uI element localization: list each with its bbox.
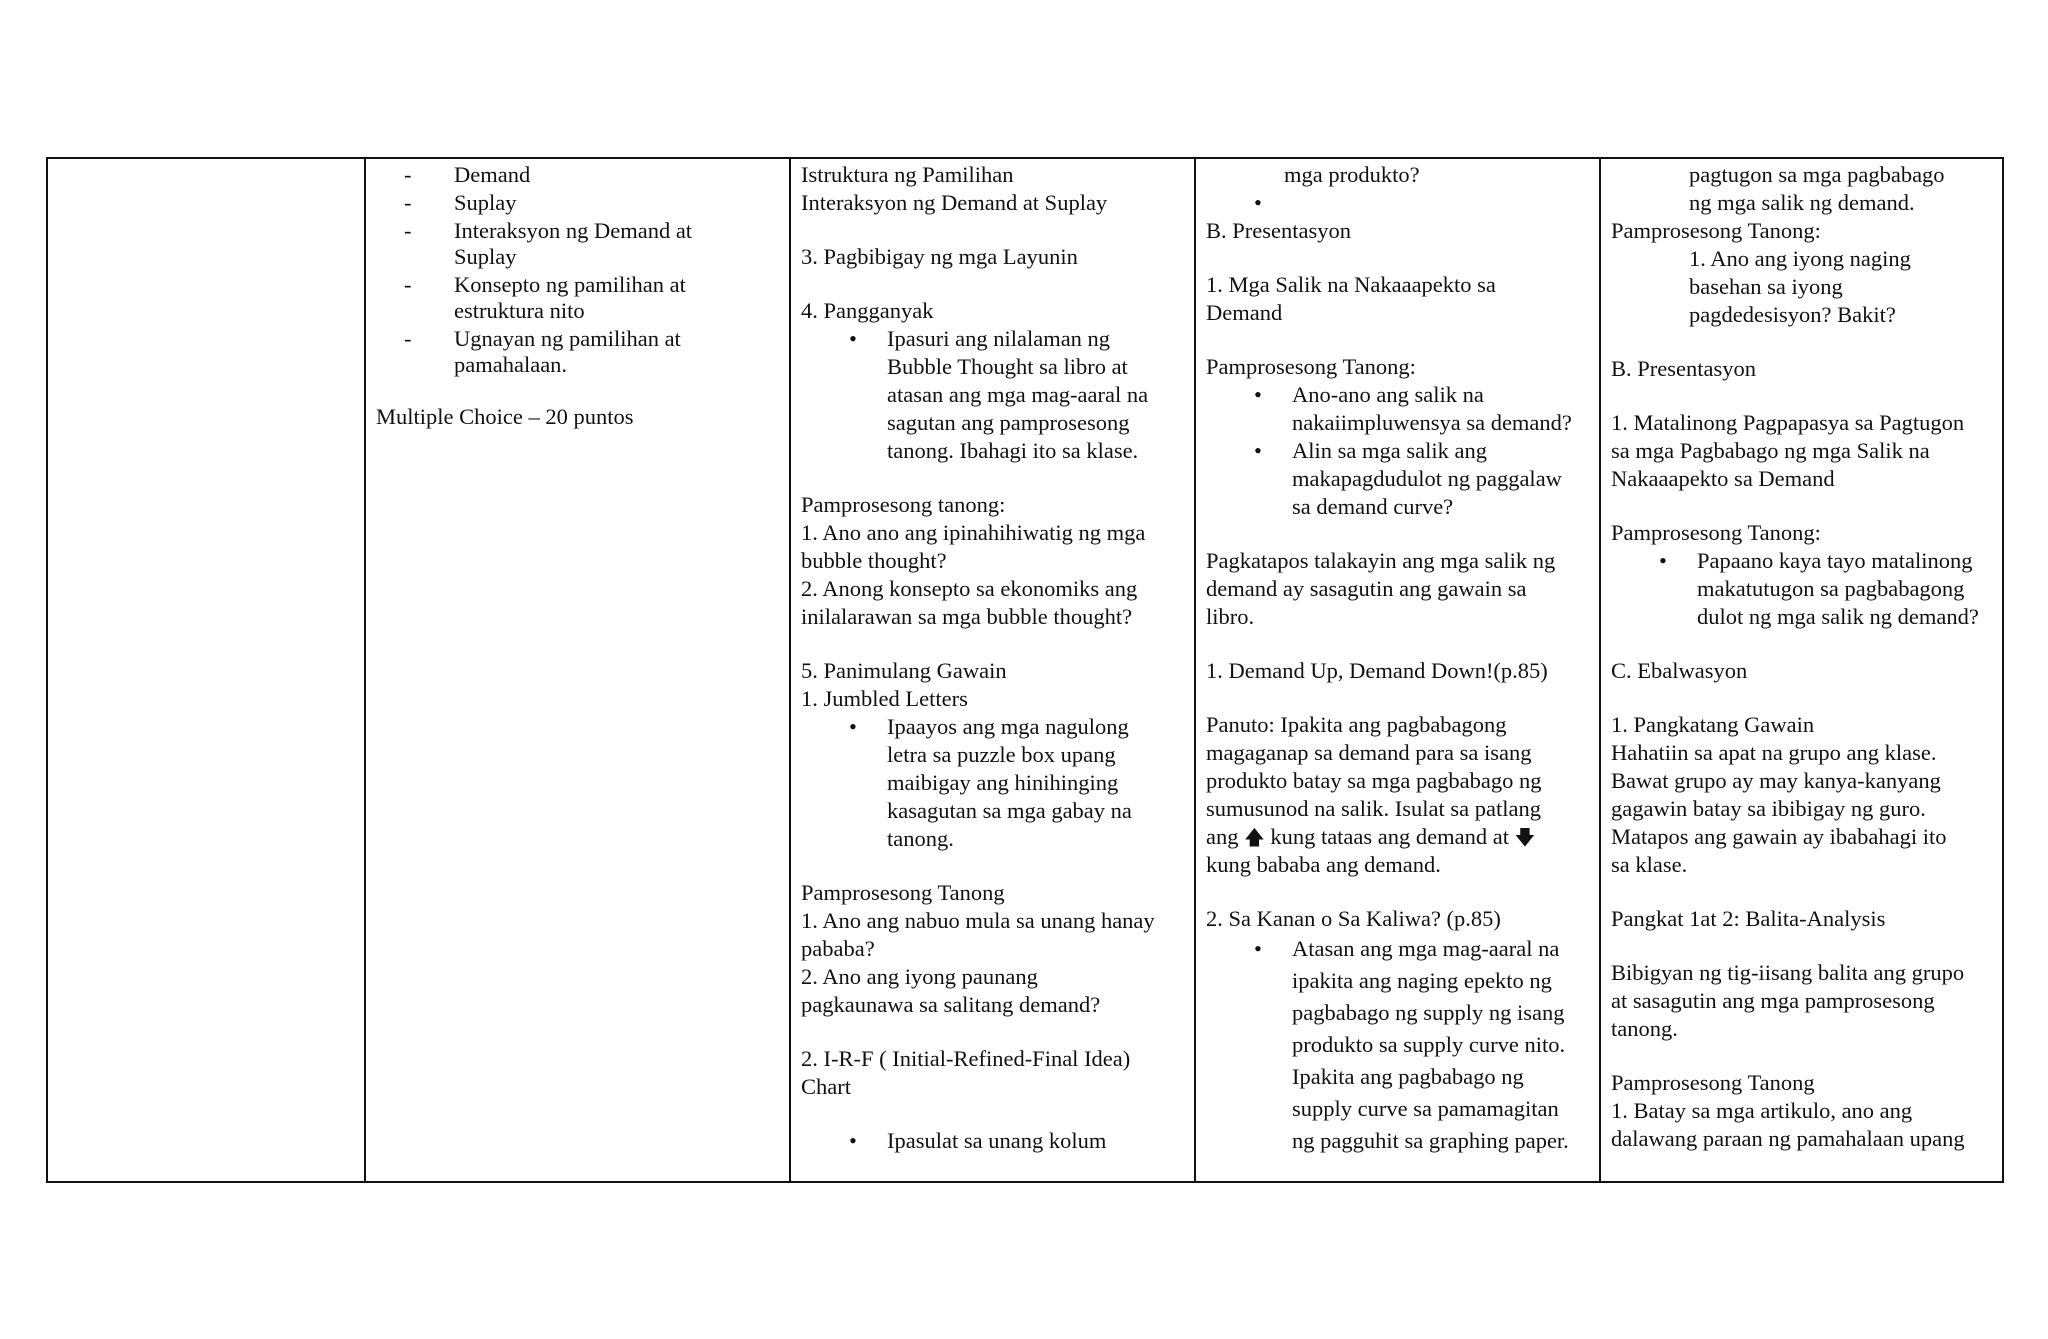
text-line: pagtugon sa mga pagbabago	[1689, 162, 1945, 187]
text-line: Pamprosesong Tanong:	[1611, 520, 1821, 545]
text-line: 3. Pagbibigay ng mga Layunin	[801, 244, 1078, 269]
text-line: Chart	[801, 1074, 851, 1099]
bullet-item: • Ipaayos ang mga nagulong letra sa puzzle box upang maibigay ang hinihinging kasagutan sa mga gabay na tanong.	[849, 714, 1132, 851]
text-line: Matapos ang gawain ay ibabahagi ito	[1611, 824, 1947, 849]
bullet-item: • Alin sa mga salik ang makapagdudulot ng paggalaw sa demand curve?	[1254, 438, 1562, 519]
text-line: 1. Batay sa mga artikulo, ano ang	[1611, 1098, 1913, 1123]
bullet-item: • Atasan ang mga mag-aaral na ipakita ang naging epekto ng pagbabago ng supply ng isang produkto sa supply curve nito. Ipakita ang pagbabago ng supply curve sa pamamagitan ng pagguhit sa graphing paper.	[1254, 936, 1569, 1153]
text-line: 1. Ano ang iyong naging	[1689, 246, 1911, 271]
text-line: Demand	[1206, 300, 1283, 325]
text-line: 1. Pangkatang Gawain	[1611, 712, 1815, 737]
text-line: 1. Mga Salik na Nakaaapekto sa	[1206, 272, 1496, 297]
bullet-item: • Ipasuri ang nilalaman ng Bubble Thought sa libro at atasan ang mga mag-aaral na sagutan ang pamprosesong tanong. Ibahagi ito sa klase.	[849, 326, 1149, 463]
text-line: 4. Pangganyak	[801, 298, 934, 323]
arrow-down-icon: 🡇	[1514, 825, 1536, 849]
table-column-4	[1196, 159, 1601, 1181]
lesson-plan-table	[46, 157, 2004, 1183]
table-column-5	[1601, 159, 2002, 1181]
text-line: 2. Sa Kanan o Sa Kaliwa? (p.85)	[1206, 906, 1501, 931]
text-line: Pamprosesong Tanong	[801, 880, 1005, 905]
text-line: Pamprosesong Tanong:	[1206, 354, 1416, 379]
text-line: at sasagutin ang mga pamprosesong	[1611, 988, 1935, 1013]
text-line: Bibigyan ng tig-iisang balita ang grupo	[1611, 960, 1965, 985]
text-line: Pamprosesong Tanong	[1611, 1070, 1815, 1095]
text-line: produkto batay sa mga pagbabago ng	[1206, 768, 1542, 793]
table-column-3	[791, 159, 1196, 1181]
table-column-1	[48, 159, 366, 1181]
text-line: Pagkatapos talakayin ang mga salik ng	[1206, 548, 1556, 573]
list-item: - Suplay	[404, 190, 517, 215]
text-line: Pamprosesong tanong:	[801, 492, 1006, 517]
text-line: 2. I-R-F ( Initial-Refined-Final Idea)	[801, 1046, 1131, 1071]
text-line: Hahatiin sa apat na grupo ang klase.	[1611, 740, 1937, 765]
text-line: kung bababa ang demand.	[1206, 852, 1441, 877]
text-line: 1. Ano ano ang ipinahihiwatig ng mga	[801, 520, 1146, 545]
text-line: pababa?	[801, 936, 875, 961]
text-line: 1. Demand Up, Demand Down!(p.85)	[1206, 658, 1548, 683]
text-line: B. Presentasyon	[1206, 218, 1351, 243]
text-line: libro.	[1206, 604, 1255, 629]
text-line: Nakaaapekto sa Demand	[1611, 466, 1835, 491]
bullet-item: •	[1254, 190, 1262, 215]
text-line: mga produkto?	[1284, 162, 1420, 187]
text-line: 2. Ano ang iyong paunang	[801, 964, 1038, 989]
assessment-text: Multiple Choice – 20 puntos	[376, 404, 634, 429]
text-line: 2. Anong konsepto sa ekonomiks ang	[801, 576, 1138, 601]
list-item: - Interaksyon ng Demand at Suplay	[404, 218, 693, 269]
text-line: 1. Ano ang nabuo mula sa unang hanay	[801, 908, 1155, 933]
text-line: demand ay sasagutin ang gawain sa	[1206, 576, 1527, 601]
text-line: Pamprosesong Tanong:	[1611, 218, 1821, 243]
text-line: Pangkat 1at 2: Balita-Analysis	[1611, 906, 1886, 931]
text-line: tanong.	[1611, 1016, 1678, 1041]
text-line: 1. Jumbled Letters	[801, 686, 968, 711]
text-line: bubble thought?	[801, 548, 947, 573]
bullet-item: • Ano-ano ang salik na nakaiimpluwensya sa demand?	[1254, 382, 1572, 435]
bullet-item: • Ipasulat sa unang kolum	[849, 1128, 1107, 1153]
bullet-item: • Papaano kaya tayo matalinong makatutugon sa pagbabagong dulot ng mga salik ng demand?	[1659, 548, 1979, 629]
text-line: gagawin batay sa ibibigay ng guro.	[1611, 796, 1926, 821]
text-line: magaganap sa demand para sa isang	[1206, 740, 1532, 765]
text-line: ang 🡅 kung tataas ang demand at 🡇	[1206, 824, 1536, 849]
list-item: - Demand	[404, 162, 531, 187]
text-line: B. Presentasyon	[1611, 356, 1756, 381]
list-item: - Ugnayan ng pamilihan at pamahalaan.	[404, 326, 681, 377]
text-line: sa mga Pagbabago ng mga Salik na	[1611, 438, 1930, 463]
text-line: basehan sa iyong	[1689, 274, 1843, 299]
text-line: sumusunod na salik. Isulat sa patlang	[1206, 796, 1541, 821]
text-line: ng mga salik ng demand.	[1689, 190, 1915, 215]
text-line: 1. Matalinong Pagpapasya sa Pagtugon	[1611, 410, 1965, 435]
text-line: Interaksyon ng Demand at Suplay	[801, 190, 1108, 215]
list-item: - Konsepto ng pamilihan at estruktura nito	[404, 272, 686, 323]
text-line: C. Ebalwasyon	[1611, 658, 1748, 683]
table-column-2	[366, 159, 791, 1181]
text-line: Panuto: Ipakita ang pagbabagong	[1206, 712, 1507, 737]
text-line: Bawat grupo ay may kanya-kanyang	[1611, 768, 1941, 793]
text-line: inilalarawan sa mga bubble thought?	[801, 604, 1133, 629]
text-line: Istruktura ng Pamilihan	[801, 162, 1014, 187]
arrow-up-icon: 🡅	[1244, 825, 1265, 849]
text-line: pagdedesisyon? Bakit?	[1689, 302, 1896, 327]
text-line: sa klase.	[1611, 852, 1688, 877]
text-line: dalawang paraan ng pamahalaan upang	[1611, 1126, 1965, 1151]
text-line: pagkaunawa sa salitang demand?	[801, 992, 1101, 1017]
text-line: 5. Panimulang Gawain	[801, 658, 1007, 683]
